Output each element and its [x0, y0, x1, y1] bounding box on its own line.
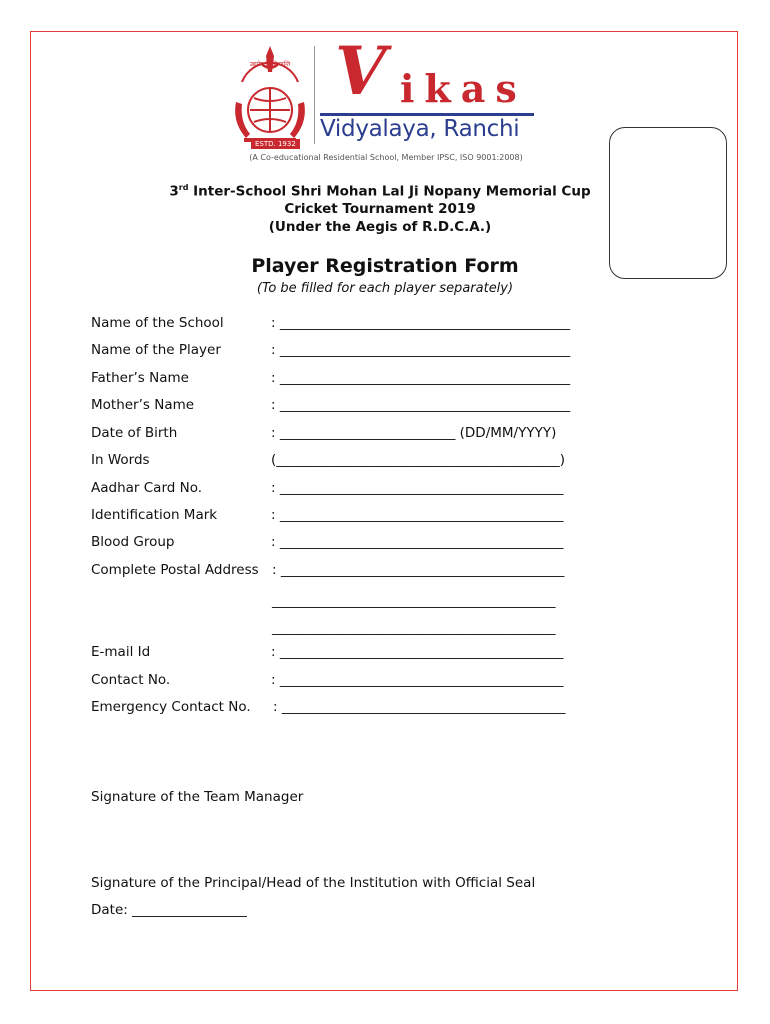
- field-blank[interactable]: : __________________________________________: [273, 699, 566, 715]
- brand-name: ikas: [400, 66, 527, 111]
- field-blank[interactable]: : __________________________ (DD/MM/YYYY): [271, 425, 557, 441]
- tournament-name: Inter-School Shri Mohan Lal Ji Nopany Memorial Cup: [188, 183, 591, 200]
- principal-signature-label: Signature of the Principal/Head of the Institution with Official Seal: [91, 875, 536, 891]
- brand-subtitle: Vidyalaya, Ranchi: [320, 116, 520, 142]
- field-blank[interactable]: : __________________________________________: [271, 480, 564, 496]
- field-blank[interactable]: : ___________________________________________: [271, 342, 571, 358]
- field-label: Blood Group: [91, 534, 175, 550]
- field-label: Name of the School: [91, 315, 224, 331]
- field-blank[interactable]: : __________________________________________: [271, 507, 564, 523]
- logo-divider: [314, 46, 315, 144]
- date-field[interactable]: Date: _________________: [91, 902, 247, 918]
- field-label: In Words: [91, 452, 150, 468]
- tournament-title-line2: Cricket Tournament 2019: [284, 201, 476, 217]
- brand-tagline: (A Co-educational Residential School, Member IPSC, ISO 9001:2008): [249, 153, 523, 162]
- tournament-title-line1: [130, 183, 630, 200]
- field-label: Contact No.: [91, 672, 171, 688]
- school-emblem-icon: [230, 42, 310, 152]
- field-blank[interactable]: : ___________________________________________: [271, 315, 571, 331]
- field-label: Father’s Name: [91, 370, 189, 386]
- field-blank[interactable]: : __________________________________________: [271, 644, 564, 660]
- field-label: E-mail Id: [91, 644, 151, 660]
- brand-initial: V: [335, 32, 387, 110]
- address-continuation-line[interactable]: __________________________________________: [272, 593, 556, 609]
- field-label: Mother’s Name: [91, 397, 195, 413]
- ordinal-suffix: rd: [178, 183, 189, 192]
- svg-text:उद्यमेन हि सिध्यन्ति: उद्यमेन हि सिध्यन्ति: [249, 61, 291, 68]
- field-blank[interactable]: : ___________________________________________: [271, 397, 571, 413]
- established-year-badge: ESTD. 1932: [251, 139, 300, 149]
- team-manager-signature-label: Signature of the Team Manager: [91, 789, 304, 805]
- field-blank[interactable]: : __________________________________________: [271, 534, 564, 550]
- field-label: Emergency Contact No.: [91, 699, 251, 715]
- tournament-title-line3: (Under the Aegis of R.D.C.A.): [268, 219, 492, 235]
- address-continuation-line[interactable]: __________________________________________: [272, 620, 556, 636]
- field-blank[interactable]: : __________________________________________: [272, 562, 565, 578]
- field-label: Aadhar Card No.: [91, 480, 203, 496]
- form-title: Player Registration Form: [251, 255, 519, 277]
- form-subtitle: (To be filled for each player separately): [256, 281, 514, 296]
- ordinal-number: 3: [169, 183, 179, 200]
- field-label: Date of Birth: [91, 425, 178, 441]
- field-label: Name of the Player: [91, 342, 221, 358]
- field-label: Identification Mark: [91, 507, 218, 523]
- field-blank[interactable]: : __________________________________________: [271, 672, 564, 688]
- field-blank[interactable]: : ___________________________________________: [271, 370, 571, 386]
- field-blank[interactable]: (__________________________________________): [271, 452, 566, 468]
- field-label: Complete Postal Address: [91, 562, 259, 578]
